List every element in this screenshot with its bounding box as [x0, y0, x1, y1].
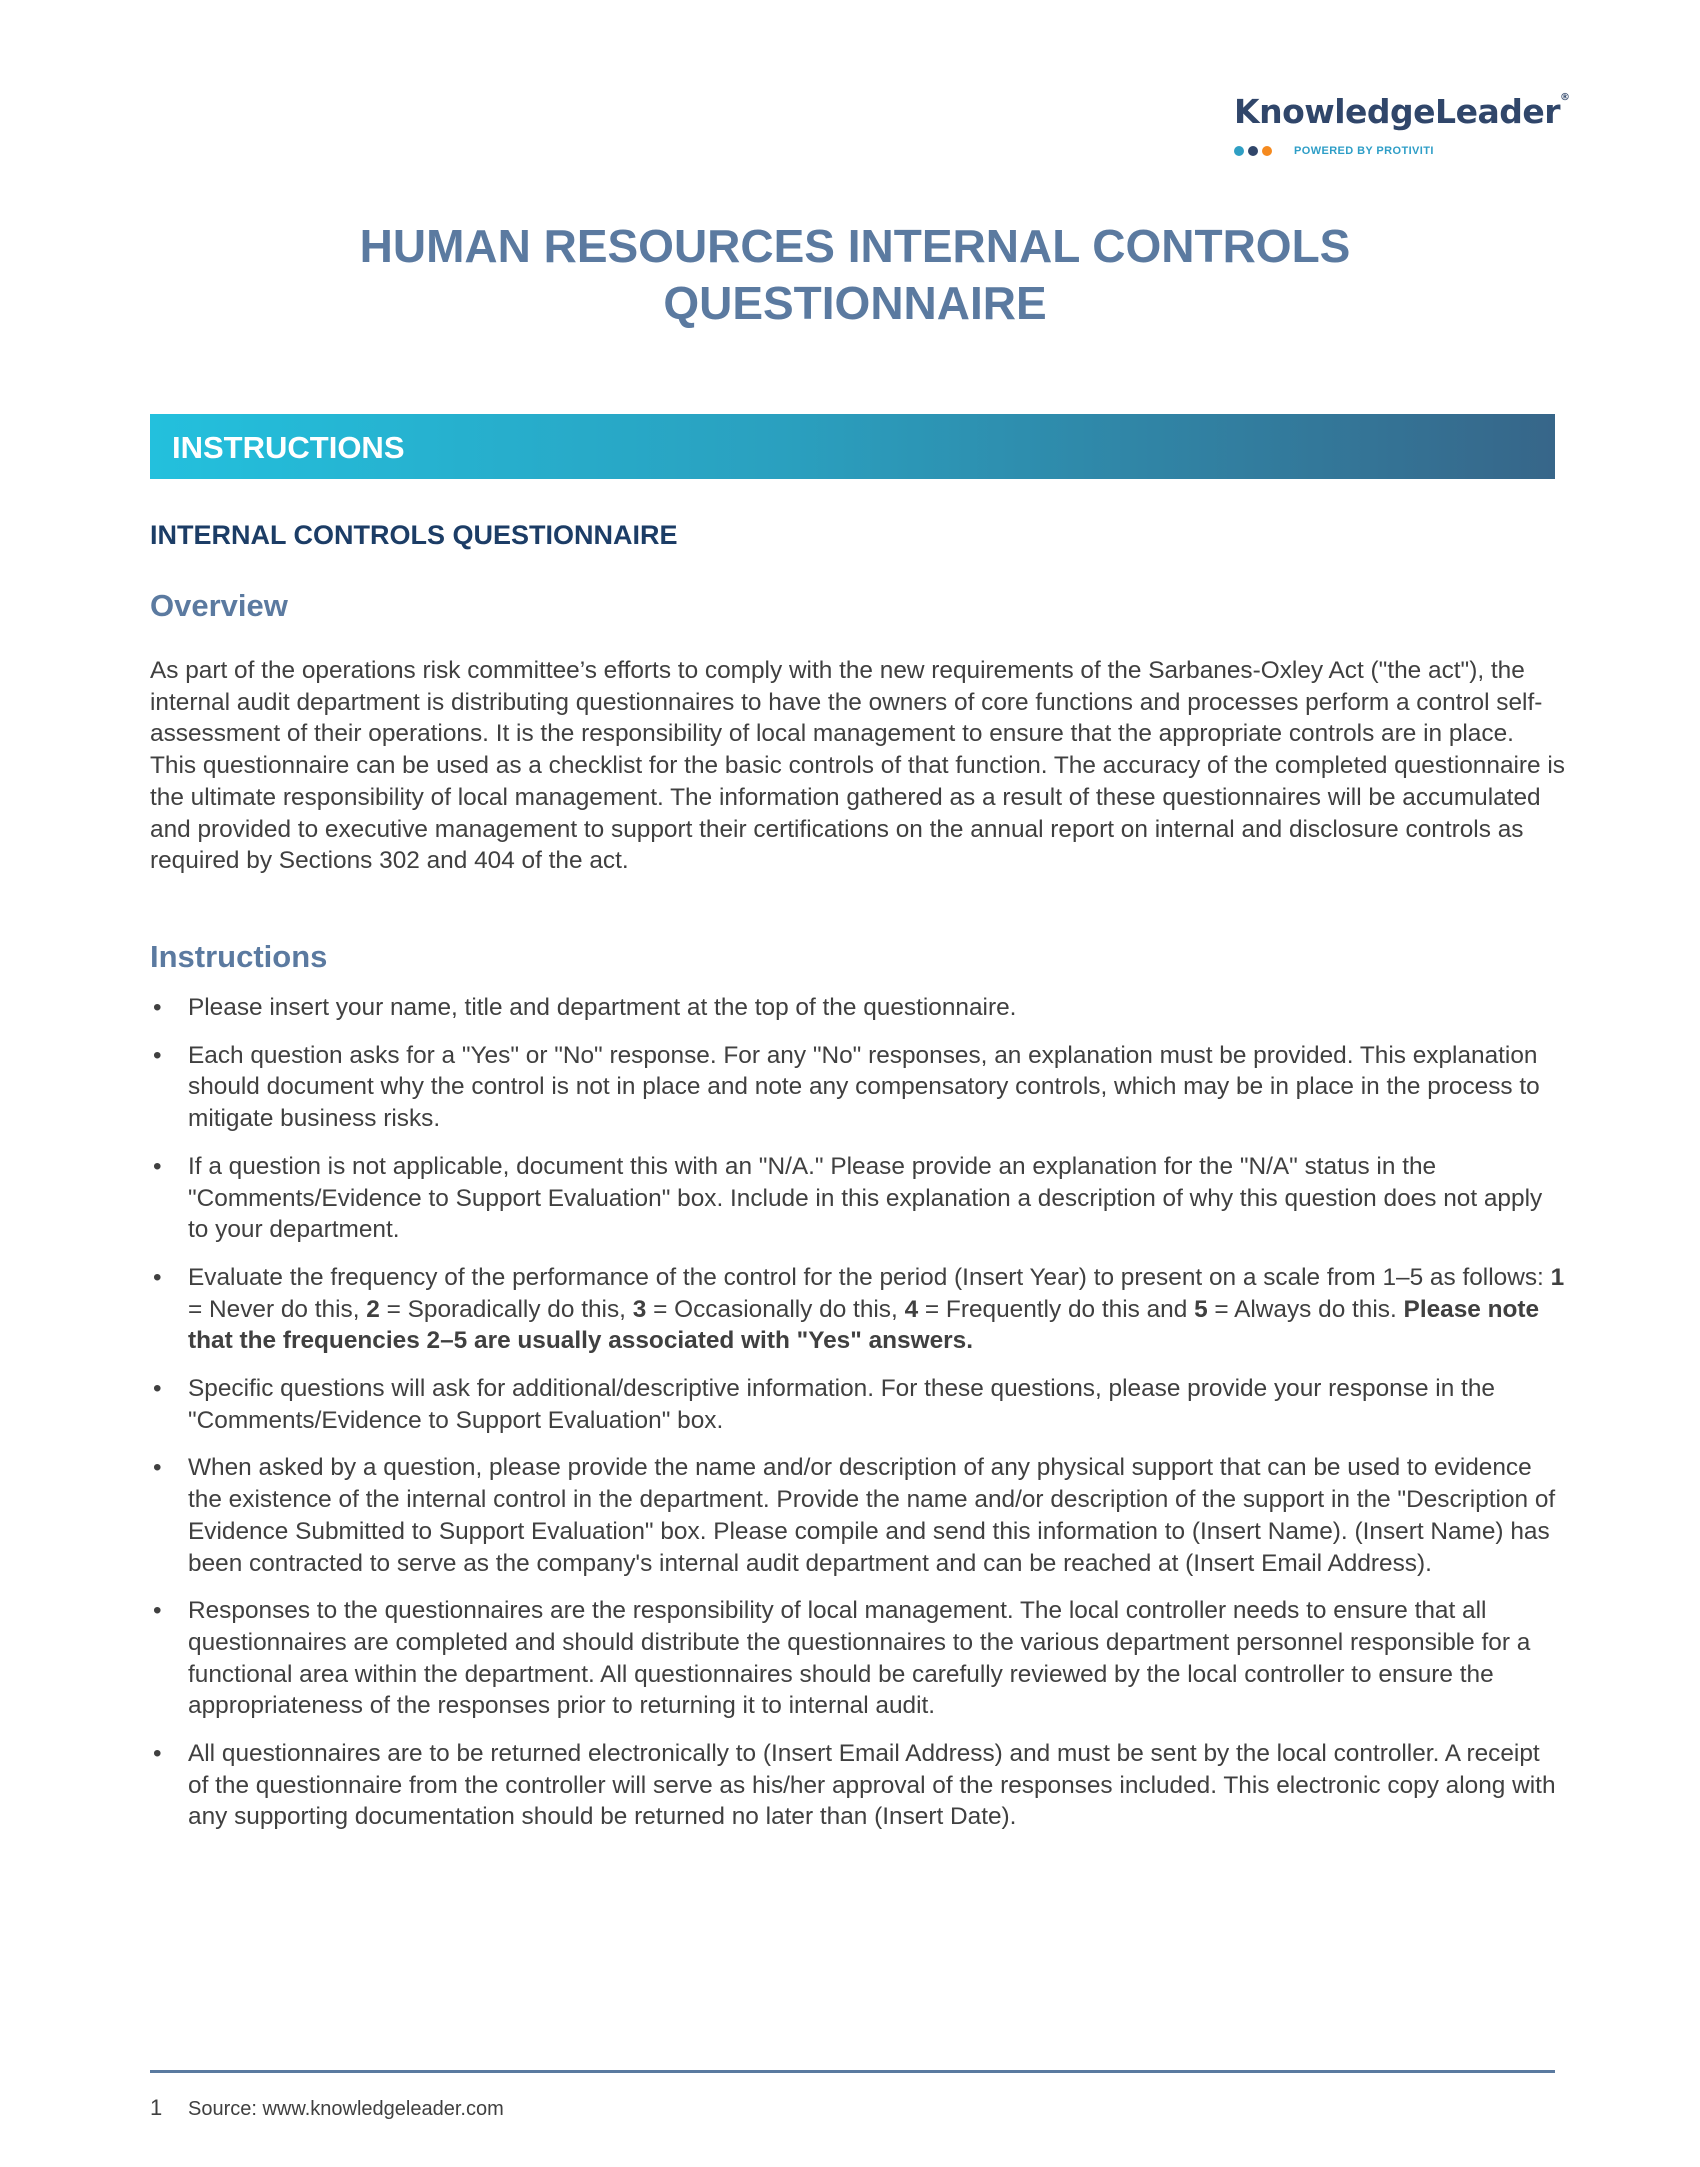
knowledgeleader-logo	[1234, 92, 1570, 157]
document-title: HUMAN RESOURCES INTERNAL CONTROLS QUESTIONNAIRE	[359, 220, 1351, 329]
logo-dot-icon	[1234, 146, 1244, 156]
list-item	[150, 1738, 1565, 1833]
bullet-icon: •	[153, 1454, 162, 1482]
instructions-banner	[150, 414, 1555, 479]
page-number: 1	[150, 2095, 163, 2120]
list-item-frequency	[150, 1262, 1565, 1357]
frequency-intro: Evaluate the frequency of the performance of the control for the period (Insert Year) to present on a scale from 1–5 as follows:	[188, 1263, 1551, 1291]
list-item	[150, 1151, 1565, 1246]
footer-source: Source: www.knowledgeleader.com	[188, 2098, 504, 2120]
banner-label: INSTRUCTIONS	[172, 430, 405, 465]
scale-1: 1	[1550, 1263, 1565, 1291]
list-item-text: When asked by a question, please provide the name and/or description of any physical support that can be used to evidence the existence of the internal control in the department. Provide the name and/or description of the support in the "Description of Evidence Submitted to Support Evaluation" box. Please compile and send this information to (Insert Name). (Insert Name) has been contracted to serve as the company's internal audit department and can be reached at (Insert Email Address).	[188, 1454, 1556, 1577]
logo-tagline: POWERED BY PROTIVITI	[1294, 145, 1434, 157]
scale-5-text: = Always do this.	[1207, 1295, 1404, 1323]
footer-divider	[150, 2070, 1555, 2073]
instructions-heading: Instructions	[150, 939, 328, 974]
logo-dot-icon	[1262, 146, 1272, 156]
overview-heading: Overview	[150, 588, 288, 623]
logo-dot-icon	[1248, 146, 1258, 156]
list-item	[150, 1452, 1565, 1579]
scale-2: 2	[366, 1295, 380, 1323]
logo-subline	[1234, 145, 1564, 157]
frequency-note: Please note that the frequencies 2–5 are usually associated with "Yes" answers.	[188, 1295, 1540, 1355]
list-item	[150, 1040, 1565, 1135]
logo-registered-mark: ®	[1560, 92, 1570, 103]
list-item	[150, 1373, 1565, 1436]
logo-wordmark: KnowledgeLeader	[1234, 92, 1560, 131]
list-item	[150, 1595, 1565, 1722]
bullet-icon: •	[153, 1597, 162, 1625]
scale-3-text: = Occasionally do this,	[646, 1295, 905, 1323]
bullet-icon: •	[153, 1740, 162, 1768]
list-item-text: Each question asks for a "Yes" or "No" response. For any "No" responses, an explanation must be provided. This explanation should document why the control is not in place and note any compensatory controls, which may be in place in the process to mitigate business risks.	[188, 1041, 1540, 1133]
bullet-icon: •	[153, 1375, 162, 1403]
list-item-text: If a question is not applicable, document this with an "N/A." Please provide an explanation for the "N/A" status in the "Comments/Evidence to Support Evaluation" box. Include in this explanation a description of why this question does not apply to your department.	[188, 1152, 1543, 1244]
list-item	[150, 992, 1565, 1024]
list-item-text: All questionnaires are to be returned electronically to (Insert Email Address) and must be sent by the local controller. A receipt of the questionnaire from the controller will serve as his/her approval of the responses included. This electronic copy along with any supporting documentation should be returned no later than (Insert Date).	[188, 1740, 1556, 1831]
list-item-text: Responses to the questionnaires are the responsibility of local management. The local controller needs to ensure that all questionnaires are completed and should distribute the questionnaires to the various department personnel responsible for a functional area within the department. All questionnaires should be carefully reviewed by the local controller to ensure the appropriateness of the responses prior to returning it to internal audit.	[188, 1597, 1531, 1720]
scale-1-text: = Never do this,	[188, 1295, 367, 1323]
bullet-icon: •	[153, 1152, 162, 1180]
scale-3: 3	[632, 1295, 647, 1323]
list-item-text: Please insert your name, title and department at the top of the questionnaire.	[188, 994, 1017, 1021]
instructions-list	[150, 992, 1565, 1849]
bullet-icon: •	[153, 1041, 162, 1069]
scale-2-text: = Sporadically do this,	[379, 1295, 633, 1323]
scale-5: 5	[1194, 1295, 1208, 1323]
bullet-icon: •	[153, 994, 162, 1021]
scale-4: 4	[904, 1295, 919, 1323]
overview-paragraph: As part of the operations risk committee’s efforts to comply with the new requirements of the Sarbanes-Oxley Act ("the act"), the internal audit department is distributing questionnaires to have the owners of core functions and processes perform a control self-assessment of their operations. It is the responsibility of local management to ensure that the appropriate controls are in place. This questionnaire can be used as a checklist for the basic controls of that function. The accuracy of the completed questionnaire is the ultimate responsibility of local management. The information gathered as a result of these questionnaires will be accumulated and provided to executive management to support their certifications on the annual report on internal and disclosure controls as required by Sections 302 and 404 of the act.	[150, 657, 1566, 875]
scale-4-text: = Frequently do this and	[918, 1295, 1195, 1323]
section-heading: INTERNAL CONTROLS QUESTIONNAIRE	[150, 520, 678, 550]
list-item-text: Specific questions will ask for additional/descriptive information. For these questions, please provide your response in the "Comments/Evidence to Support Evaluation" box.	[188, 1375, 1495, 1434]
bullet-icon: •	[153, 1263, 162, 1291]
